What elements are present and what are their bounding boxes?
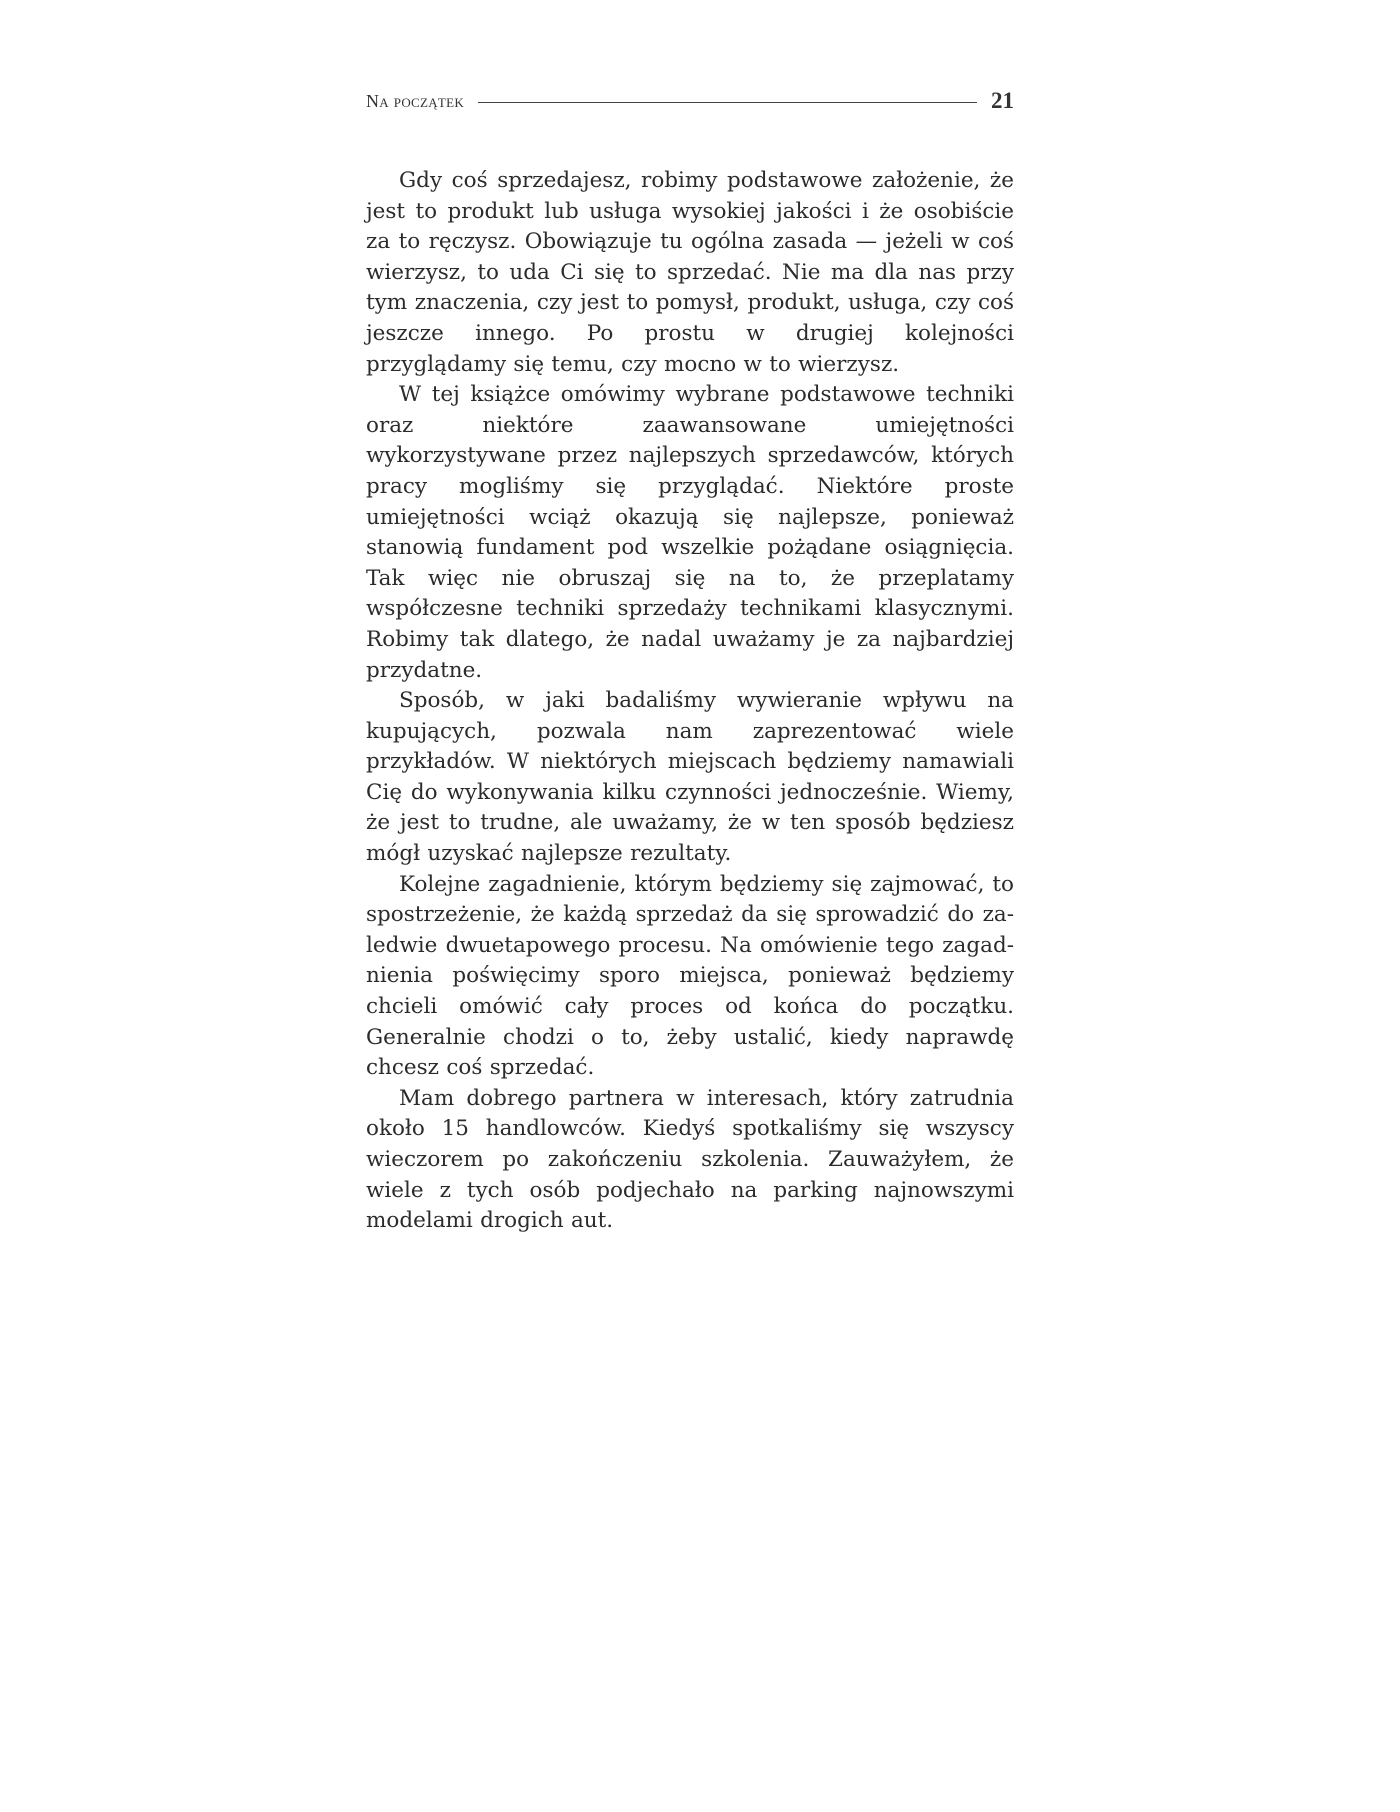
paragraph-1: Gdy coś sprzedajesz, robimy podstawowe założenie, że jest to produkt lub usługa wysokiej jakości i że osobiście za to ręczysz. Obowiązuje tu ogólna zasada — jeżeli w coś wierzysz, to uda Ci się to sprzedać. Nie ma dla nas przy tym znaczenia, czy jest to pomysł, produkt, usługa, czy coś jeszcze innego. Po prostu w drugiej kolejności przyglądamy się temu, czy mocno w to wierzysz. [366, 168, 1014, 377]
page-header [366, 86, 1014, 116]
paragraph-3: Sposób, w jaki badaliśmy wywieranie wpływu na kupujących, pozwala nam zaprezentować wiele przykładów. W niektórych miejscach będziemy namawiali Cię do wykonywania kilku czynności jednocześnie. Wiemy, że jest to trudne, ale uważamy, że w ten sposób będziesz mógł uzyskać najlepsze rezultaty. [366, 688, 1014, 867]
paragraph-2: W tej książce omówimy wybrane podstawowe techniki oraz niektóre zaawansowane umiejętności wykorzystywane przez najlepszych sprzedawców, których pracy mogliśmy się przyglądać. Niektóre proste umiejętności wciąż okazują się najlepsze, ponieważ stanowią fundament pod wszelkie pożądane osiągnięcia. Tak więc nie obruszaj się na to, że przeplatamy współczesne techniki sprzedaży technikami klasycznymi. Robimy tak dlatego, że nadal uważamy je za najbardziej przydatne. [366, 382, 1014, 683]
page-number: 21 [991, 88, 1014, 113]
running-head: Na początek [366, 90, 465, 111]
header-rule [478, 102, 977, 103]
paragraph-5: Mam dobrego partnera w interesach, który zatrudnia około 15 handlowców. Kiedyś spotkaliśmy się wszyscy wieczorem po zakończeniu szkolenia. Zauważyłem, że wiele z tych osób podjechało na parking najnowszymi modelami drogich aut. [366, 1085, 1014, 1234]
body-text [366, 166, 1014, 1237]
paragraph-4: Kolejne zagadnienie, którym będziemy się zajmować, to spostrzeżenie, że każdą sprzedaż da się sprowadzić do zaledwie dwuetapowego procesu. Na omówienie tego zagadnienia poświęcimy sporo miejsca, ponieważ będziemy chcieli omówić cały proces od końca do początku. Generalnie chodzi o to, żeby ustalić, kiedy naprawdę chcesz coś sprzedać. [366, 871, 1014, 1081]
